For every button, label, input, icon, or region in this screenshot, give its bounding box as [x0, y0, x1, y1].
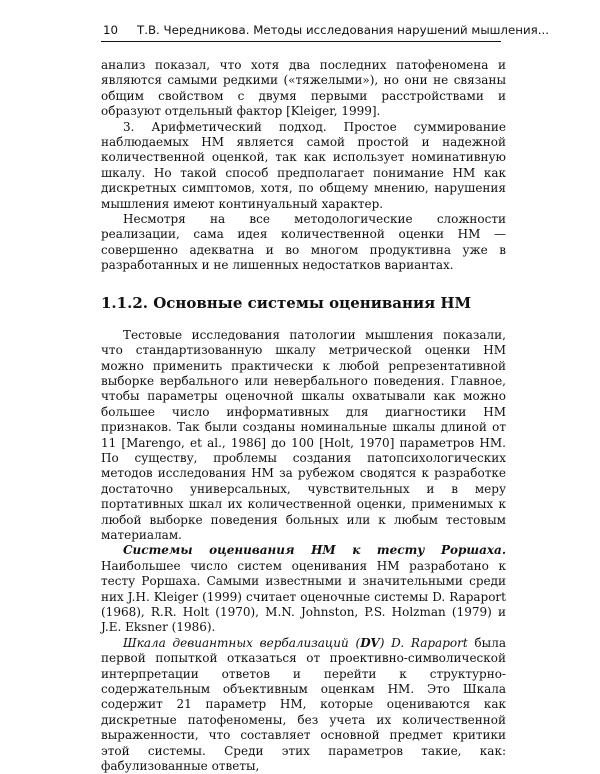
dv-lead-a: Шкала девиантных вербализаций ( — [123, 635, 361, 650]
dv-text: была первой попыткой отказаться от проективно-символической интерпретации ответов и перейти к структурно-содержательным объективным оценкам НМ. Это Шкала содержит 21 параметр НМ, которые оцениваются как дискретные патофеномены, без учета их количественной выраженности, что составляет основной предмет критики этой системы. Среди этих параметров такие, как: фабулизованные ответы, — [101, 635, 506, 774]
body-text — [101, 58, 506, 774]
running-title: Т.В. Чередникова. Методы исследования нарушений мышления... — [137, 23, 549, 37]
page-number: 10 — [103, 23, 119, 37]
paragraph-continued: анализ показал, что хотя два последних патофеномена и являются самыми редкими («тяжелыми»), но они не связаны общим свойством с двумя первыми расстройствами и образуют отдельный фактор [Kleiger, 1999]. — [101, 58, 506, 119]
dv-author: D. Rapaport — [391, 635, 468, 650]
dv-lead-c: ) — [379, 635, 385, 650]
paragraph-arithmetic-approach: 3. Арифметический подход. Простое суммирование наблюдаемых НМ является самой простой и надежной количественной оценкой, так как использует номинативную шкалу. Но такой способ предполагает понимание НМ как дискретных симптомов, хотя, по общему мнению, нарушения мышления имеют континуальный характер. — [101, 119, 506, 211]
paragraph-rorschach-systems — [101, 543, 506, 635]
dv-abbr: DV — [360, 635, 380, 650]
section-heading: 1.1.2. Основные системы оценивания НМ — [101, 293, 472, 312]
paragraph-dv-scale — [101, 636, 506, 774]
paragraph-test-studies: Тестовые исследования патологии мышления показали, что стандартизованную шкалу метрической оценки НМ можно применить практически к любой репрезентативной выборке вербального или невербального поведения. Главное, чтобы параметры оценочной шкалы охватывали как можно большее число информативных для диагностики НМ признаков. Так были созданы номинальные шкалы длиной от 11 [Marengo, et al., 1986] до 100 [Holt, 1970] параметров НМ. По существу, проблемы создания патопсихологических методов исследования НМ за рубежом сводятся к разработке достаточно универсальных, чувствительных и в меру портативных шкал их количественной оценки, применимых к любой выборке поведения больных или к любым тестовым материалам. — [101, 327, 506, 542]
running-header — [101, 21, 549, 42]
rorschach-lead: Системы оценивания НМ к тесту Роршаха. — [123, 543, 506, 558]
rorschach-text: Наибольшее число систем оценивания НМ разработано к тесту Роршаха. Самыми известными и значительными среди них J.H. Kleiger (1999) считает оценочные системы D. Rapaport (1968), R.R. Holt (1970), M.N. Johnston, P.S. Holzman (1979) и J.E. Eksner (1986). — [101, 558, 506, 635]
paragraph-methodological-note: Несмотря на все методологические сложности реализации, сама идея количественной оценки НМ — совершенно адекватна и во многом продуктивна уже в разработанных и не лишенных недостатков вариантах. — [101, 212, 506, 273]
